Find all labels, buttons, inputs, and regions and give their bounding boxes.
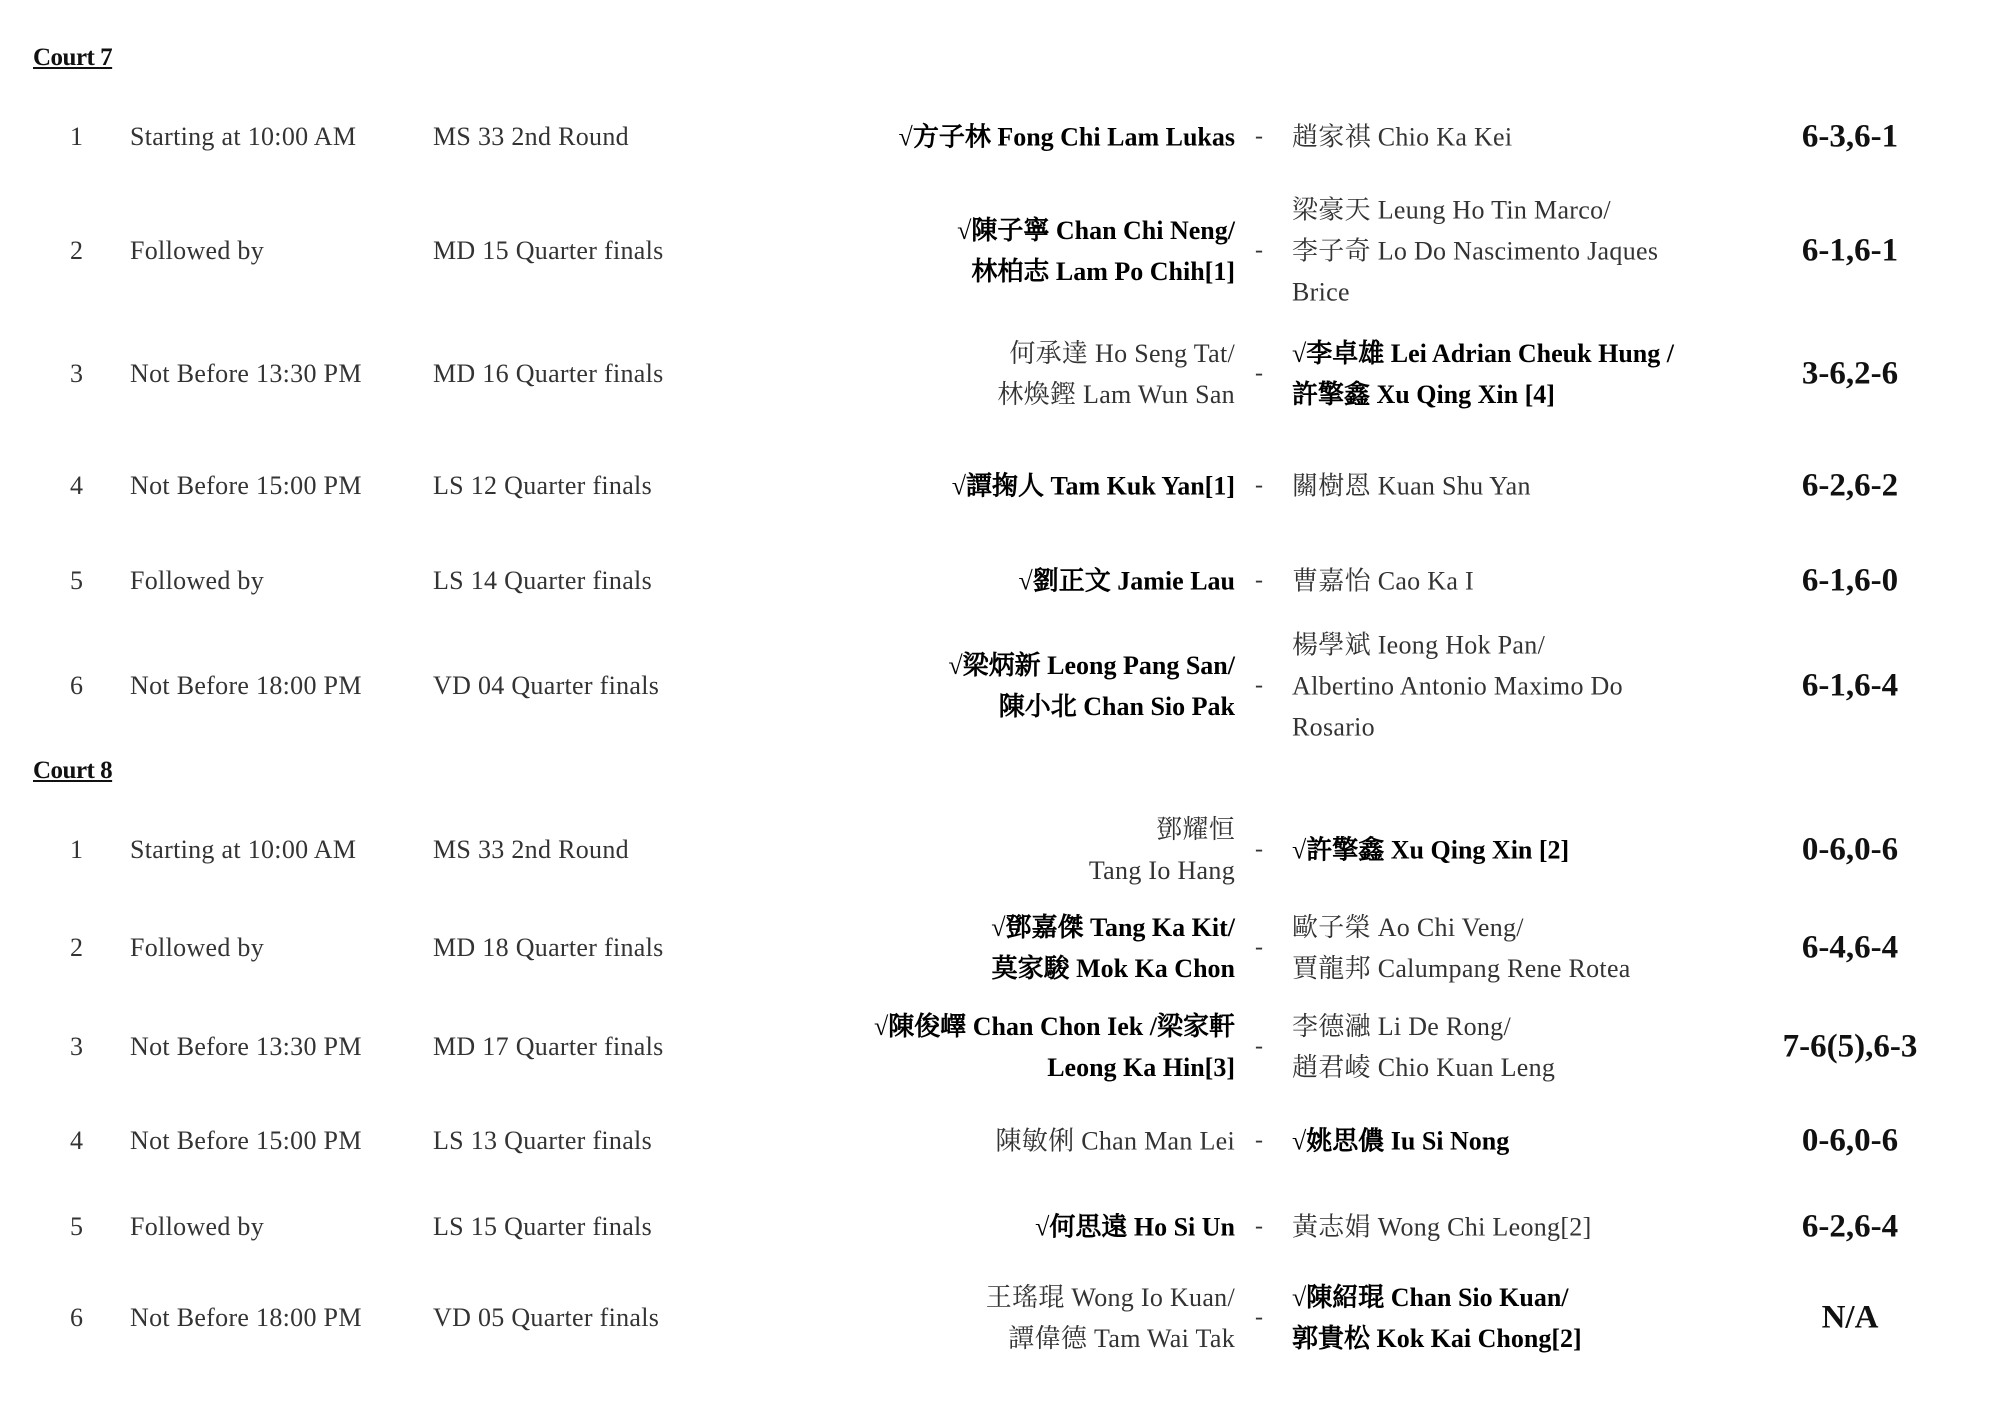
player-one-line: √陳俊嶧 Chan Chon Iek /梁家軒 xyxy=(873,1012,1235,1041)
match-time: Followed by xyxy=(130,1212,265,1241)
match-number: 3 xyxy=(70,1032,83,1061)
match-event: LS 14 Quarter finals xyxy=(433,566,653,595)
versus-dash: - xyxy=(1255,1213,1263,1240)
player-one xyxy=(899,117,1235,158)
player-two xyxy=(1292,1006,1555,1088)
player-one xyxy=(952,466,1235,507)
player-two-line: 趙君崚 Chio Kuan Leng xyxy=(1292,1053,1556,1082)
match-number: 4 xyxy=(70,1126,83,1155)
player-one-line: √方子林 Fong Chi Lam Lukas xyxy=(898,122,1235,152)
match-event: LS 13 Quarter finals xyxy=(433,1126,653,1155)
versus-dash: - xyxy=(1255,360,1263,387)
player-one xyxy=(991,907,1235,989)
versus-dash: - xyxy=(1255,1033,1263,1060)
court-title: Court 7 xyxy=(33,44,113,71)
match-number: 4 xyxy=(70,471,83,500)
player-two-line: 賈龍邦 Calumpang Rene Rotea xyxy=(1292,954,1631,983)
match-event: MD 16 Quarter finals xyxy=(433,359,664,388)
match-time: Not Before 15:00 PM xyxy=(130,1126,362,1155)
match-time: Followed by xyxy=(130,236,265,265)
player-two-line: 李子奇 Lo Do Nascimento Jaques xyxy=(1292,236,1659,266)
match-number: 1 xyxy=(70,122,83,151)
match-score: 0-6,0-6 xyxy=(1801,831,1899,868)
versus-dash: - xyxy=(1255,237,1263,264)
match-event: MS 33 2nd Round xyxy=(433,122,629,151)
versus-dash: - xyxy=(1255,1304,1263,1331)
match-time: Not Before 18:00 PM xyxy=(130,671,362,700)
player-two-line: √陳紹琨 Chan Sio Kuan/ xyxy=(1292,1283,1569,1312)
versus-dash: - xyxy=(1255,672,1263,699)
match-time: Starting at 10:00 AM xyxy=(130,835,357,864)
match-time: Not Before 18:00 PM xyxy=(130,1303,362,1332)
player-two-line: 許擎鑫 Xu Qing Xin [4] xyxy=(1292,380,1555,409)
player-one-line: √何思遠 Ho Si Un xyxy=(1035,1212,1235,1242)
match-event: VD 04 Quarter finals xyxy=(433,671,660,700)
match-event: LS 12 Quarter finals xyxy=(433,471,653,500)
versus-dash: - xyxy=(1255,934,1263,961)
player-one-line: 林煥鏗 Lam Wun San xyxy=(997,380,1235,409)
player-two-line: 關樹恩 Kuan Shu Yan xyxy=(1292,471,1531,501)
player-one-line: 陳敏俐 Chan Man Lei xyxy=(995,1126,1235,1156)
player-one-line: Tang Io Hang xyxy=(1088,856,1235,885)
player-one xyxy=(948,645,1235,727)
player-one-line: √陳子寧 Chan Chi Neng/ xyxy=(957,216,1235,245)
match-number: 6 xyxy=(70,671,83,700)
player-two-line: Brice xyxy=(1292,277,1350,307)
match-score: 6-3,6-1 xyxy=(1801,118,1899,155)
player-two xyxy=(1292,1207,1592,1248)
player-one xyxy=(957,210,1235,292)
player-one-line: 鄧耀恒 xyxy=(1156,815,1235,844)
match-score: 6-2,6-4 xyxy=(1801,1208,1899,1245)
match-time: Not Before 13:30 PM xyxy=(130,1032,362,1061)
match-score: 6-4,6-4 xyxy=(1801,929,1899,966)
match-time: Followed by xyxy=(130,933,265,962)
match-time: Not Before 15:00 PM xyxy=(130,471,362,500)
match-number: 1 xyxy=(70,835,83,864)
player-two-line: 黃志娟 Wong Chi Leong[2] xyxy=(1292,1212,1592,1242)
player-two xyxy=(1292,117,1512,158)
match-score: 0-6,0-6 xyxy=(1801,1122,1899,1159)
player-two-line: 曹嘉怡 Cao Ka I xyxy=(1292,566,1474,596)
match-number: 6 xyxy=(70,1303,83,1332)
player-two-line: √許擎鑫 Xu Qing Xin [2] xyxy=(1292,835,1570,865)
match-event: LS 15 Quarter finals xyxy=(433,1212,653,1241)
player-two xyxy=(1292,830,1569,871)
match-event: MD 17 Quarter finals xyxy=(433,1032,664,1061)
player-one xyxy=(1019,561,1236,602)
player-two xyxy=(1292,1277,1582,1359)
player-two-line: Rosario xyxy=(1292,712,1375,742)
player-one-line: √梁炳新 Leong Pang San/ xyxy=(948,651,1235,680)
player-two xyxy=(1292,561,1474,602)
versus-dash: - xyxy=(1255,123,1263,150)
player-one-line: 陳小北 Chan Sio Pak xyxy=(998,692,1235,721)
versus-dash: - xyxy=(1255,836,1263,863)
player-two-line: 李德瀜 Li De Rong/ xyxy=(1292,1012,1511,1041)
court-title: Court 8 xyxy=(33,757,113,784)
player-one-line: √譚掬人 Tam Kuk Yan[1] xyxy=(951,471,1235,501)
match-time: Not Before 13:30 PM xyxy=(130,359,362,388)
player-one xyxy=(874,1006,1235,1088)
match-number: 5 xyxy=(70,1212,83,1241)
match-time: Starting at 10:00 AM xyxy=(130,122,357,151)
match-event: MD 15 Quarter finals xyxy=(433,236,664,265)
player-one xyxy=(986,1277,1235,1359)
player-two xyxy=(1292,907,1631,989)
match-number: 5 xyxy=(70,566,83,595)
match-score: 3-6,2-6 xyxy=(1801,355,1899,392)
match-score: N/A xyxy=(1821,1299,1879,1336)
player-one xyxy=(996,1121,1236,1162)
match-event: MD 18 Quarter finals xyxy=(433,933,664,962)
player-two xyxy=(1292,190,1658,313)
player-one-line: 莫家駿 Mok Ka Chon xyxy=(991,954,1235,983)
player-two-line: 趙家祺 Chio Ka Kei xyxy=(1292,122,1513,152)
match-score: 6-1,6-1 xyxy=(1801,232,1899,269)
player-two-line: √姚思儂 Iu Si Nong xyxy=(1292,1126,1510,1156)
player-two-line: 梁豪天 Leung Ho Tin Marco/ xyxy=(1292,195,1611,225)
match-number: 2 xyxy=(70,236,83,265)
versus-dash: - xyxy=(1255,1127,1263,1154)
match-number: 2 xyxy=(70,933,83,962)
player-two-line: √李卓雄 Lei Adrian Cheuk Hung / xyxy=(1292,339,1674,368)
match-event: MS 33 2nd Round xyxy=(433,835,629,864)
match-score: 6-2,6-2 xyxy=(1801,467,1899,504)
player-two xyxy=(1292,333,1674,415)
player-one-line: 王瑤琨 Wong Io Kuan/ xyxy=(985,1283,1235,1312)
player-one xyxy=(997,333,1235,415)
player-two-line: 楊學斌 Ieong Hok Pan/ xyxy=(1292,630,1546,660)
player-one-line: 何承達 Ho Seng Tat/ xyxy=(1009,339,1235,368)
player-two xyxy=(1292,625,1623,748)
match-number: 3 xyxy=(70,359,83,388)
player-two xyxy=(1292,1121,1509,1162)
player-one-line: Leong Ka Hin[3] xyxy=(1047,1053,1235,1082)
player-one-line: 譚偉德 Tam Wai Tak xyxy=(1008,1324,1235,1353)
player-two xyxy=(1292,466,1531,507)
match-score: 7-6(5),6-3 xyxy=(1782,1028,1918,1065)
match-event: VD 05 Quarter finals xyxy=(433,1303,660,1332)
player-one xyxy=(1035,1207,1235,1248)
player-one xyxy=(1089,809,1235,891)
player-two-line: 郭貴松 Kok Kai Chong[2] xyxy=(1292,1324,1582,1353)
versus-dash: - xyxy=(1255,472,1263,499)
player-two-line: 歐子榮 Ao Chi Veng/ xyxy=(1292,913,1524,942)
versus-dash: - xyxy=(1255,567,1263,594)
player-one-line: √鄧嘉傑 Tang Ka Kit/ xyxy=(991,913,1235,942)
match-score: 6-1,6-0 xyxy=(1801,562,1899,599)
player-one-line: 林柏志 Lam Po Chih[1] xyxy=(971,257,1235,286)
player-one-line: √劉正文 Jamie Lau xyxy=(1018,566,1235,596)
match-time: Followed by xyxy=(130,566,265,595)
match-score: 6-1,6-4 xyxy=(1801,667,1899,704)
player-two-line: Albertino Antonio Maximo Do xyxy=(1292,671,1623,701)
